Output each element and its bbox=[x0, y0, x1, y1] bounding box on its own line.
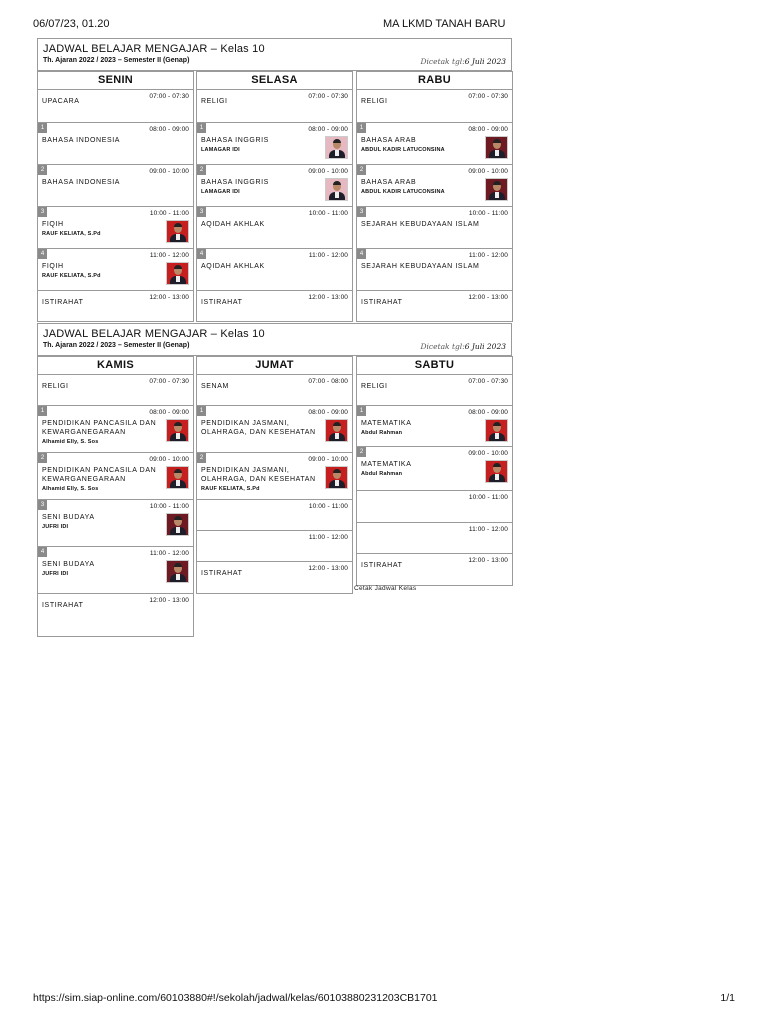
print-datetime: 06/07/23, 01.20 bbox=[33, 18, 110, 30]
slot-subject: PENDIDIKAN PANCASILA DAN KEWARGANEGARAAN bbox=[42, 467, 157, 483]
schedule-slot bbox=[197, 90, 352, 123]
slot-time: 10:00 - 11:00 bbox=[468, 494, 508, 501]
schedule-slot bbox=[197, 291, 352, 321]
period-number-badge: 1 bbox=[357, 406, 366, 416]
slot-subject: UPACARA bbox=[42, 98, 80, 105]
schedule-slot bbox=[38, 249, 193, 291]
schedule-title: JADWAL BELAJAR MENGAJAR – Kelas 10 bbox=[43, 328, 265, 340]
slot-list bbox=[38, 375, 193, 636]
schedule-slot bbox=[197, 207, 352, 249]
slot-teacher: Abdul Rahman bbox=[361, 471, 403, 477]
slot-subject: ISTIRAHAT bbox=[361, 562, 403, 569]
period-number-badge: 1 bbox=[38, 406, 47, 416]
slot-teacher: LAMAGAR IDI bbox=[201, 147, 240, 153]
schedule-slot bbox=[357, 523, 512, 554]
academic-year: Th. Ajaran 2022 / 2023 – Semester II (Genap) bbox=[43, 57, 190, 64]
schedule-slot bbox=[357, 165, 512, 207]
period-number-badge: 3 bbox=[38, 207, 47, 217]
schedule-slot bbox=[357, 207, 512, 249]
day-name: SENIN bbox=[38, 72, 193, 90]
teacher-photo bbox=[485, 419, 508, 442]
day-column-senin bbox=[37, 71, 194, 322]
slot-subject: ISTIRAHAT bbox=[42, 602, 84, 609]
schedule-slot bbox=[38, 594, 193, 636]
teacher-photo bbox=[325, 419, 348, 442]
period-number-badge: 4 bbox=[357, 249, 366, 259]
period-number-badge: 2 bbox=[357, 447, 366, 457]
slot-time: 08:00 - 09:00 bbox=[149, 409, 189, 416]
slot-subject: MATEMATIKA bbox=[361, 420, 412, 427]
slot-list bbox=[38, 90, 193, 321]
day-column-rabu bbox=[356, 71, 513, 322]
schedule-slot bbox=[38, 406, 193, 453]
slot-subject: BAHASA INGGRIS bbox=[201, 137, 269, 144]
slot-time: 07:00 - 08:00 bbox=[308, 378, 348, 385]
schedule-slot bbox=[38, 123, 193, 165]
slot-time: 12:00 - 13:00 bbox=[468, 294, 508, 301]
slot-subject: BAHASA INDONESIA bbox=[42, 137, 121, 144]
teacher-photo bbox=[166, 466, 189, 489]
slot-time: 10:00 - 11:00 bbox=[308, 210, 348, 217]
slot-teacher: Alhamid Elly, S. Sos bbox=[42, 439, 99, 445]
slot-time: 09:00 - 10:00 bbox=[308, 456, 348, 463]
period-number-badge: 3 bbox=[197, 207, 206, 217]
schedule-slot bbox=[38, 291, 193, 321]
slot-subject: ISTIRAHAT bbox=[42, 299, 84, 306]
slot-list bbox=[357, 90, 512, 321]
slot-time: 10:00 - 11:00 bbox=[468, 210, 508, 217]
schedule-title: JADWAL BELAJAR MENGAJAR – Kelas 10 bbox=[43, 43, 265, 55]
schedule-header-2 bbox=[37, 323, 512, 356]
period-number-badge: 2 bbox=[197, 453, 206, 463]
slot-subject: SENI BUDAYA bbox=[42, 514, 95, 521]
slot-time: 10:00 - 11:00 bbox=[149, 210, 189, 217]
print-header bbox=[33, 18, 733, 32]
schedule-slot bbox=[197, 453, 352, 500]
slot-time: 09:00 - 10:00 bbox=[468, 450, 508, 457]
slot-time: 11:00 - 12:00 bbox=[468, 252, 508, 259]
slot-list bbox=[357, 375, 512, 585]
slot-subject: RELIGI bbox=[201, 98, 228, 105]
period-number-badge: 4 bbox=[38, 249, 47, 259]
slot-time: 09:00 - 10:00 bbox=[308, 168, 348, 175]
day-name: SABTU bbox=[357, 357, 512, 375]
schedule-slot bbox=[197, 375, 352, 406]
teacher-photo bbox=[325, 466, 348, 489]
slot-subject: SENI BUDAYA bbox=[42, 561, 95, 568]
schedule-slot bbox=[38, 375, 193, 406]
day-name: RABU bbox=[357, 72, 512, 90]
period-number-badge: 3 bbox=[357, 207, 366, 217]
slot-subject: ISTIRAHAT bbox=[201, 299, 243, 306]
teacher-photo bbox=[485, 178, 508, 201]
slot-subject: RELIGI bbox=[361, 383, 388, 390]
slot-teacher: JUFRI IDI bbox=[42, 524, 69, 530]
period-number-badge: 1 bbox=[197, 406, 206, 416]
slot-subject: BAHASA INDONESIA bbox=[42, 179, 121, 186]
slot-time: 09:00 - 10:00 bbox=[468, 168, 508, 175]
day-name: KAMIS bbox=[38, 357, 193, 375]
schedule-slot bbox=[197, 562, 352, 593]
slot-time: 08:00 - 09:00 bbox=[468, 409, 508, 416]
schedule-slot bbox=[357, 554, 512, 585]
teacher-photo bbox=[166, 560, 189, 583]
schedule-slot bbox=[357, 123, 512, 165]
slot-time: 10:00 - 11:00 bbox=[149, 503, 189, 510]
slot-time: 08:00 - 09:00 bbox=[149, 126, 189, 133]
schedule-slot bbox=[38, 453, 193, 500]
schedule-slot bbox=[197, 165, 352, 207]
schedule-slot bbox=[38, 500, 193, 547]
slot-subject: SEJARAH KEBUDAYAAN ISLAM bbox=[361, 221, 480, 228]
slot-time: 11:00 - 12:00 bbox=[149, 252, 189, 259]
slot-subject: BAHASA ARAB bbox=[361, 137, 417, 144]
slot-list bbox=[197, 375, 352, 593]
teacher-photo bbox=[325, 178, 348, 201]
slot-subject: SEJARAH KEBUDAYAAN ISLAM bbox=[361, 263, 480, 270]
schedule-slot bbox=[357, 375, 512, 406]
teacher-photo bbox=[166, 513, 189, 536]
schedule-slot bbox=[357, 406, 512, 447]
slot-time: 07:00 - 07:30 bbox=[468, 93, 508, 100]
page-number: 1/1 bbox=[720, 992, 735, 1004]
period-number-badge: 1 bbox=[38, 123, 47, 133]
schedule-slot bbox=[357, 90, 512, 123]
slot-time: 07:00 - 07:30 bbox=[149, 378, 189, 385]
slot-teacher: Abdul Rahman bbox=[361, 430, 403, 436]
slot-subject: PENDIDIKAN PANCASILA DAN KEWARGANEGARAAN bbox=[42, 420, 157, 436]
schedule-slot bbox=[357, 249, 512, 291]
schedule-slot bbox=[197, 500, 352, 531]
period-number-badge: 1 bbox=[197, 123, 206, 133]
slot-subject: RELIGI bbox=[361, 98, 388, 105]
period-number-badge: 2 bbox=[38, 165, 47, 175]
slot-teacher: RAUF KELIATA, S.Pd bbox=[201, 486, 260, 492]
slot-time: 10:00 - 11:00 bbox=[308, 503, 348, 510]
period-number-badge: 4 bbox=[38, 547, 47, 557]
slot-subject: SENAM bbox=[201, 383, 229, 390]
period-number-badge: 2 bbox=[197, 165, 206, 175]
period-number-badge: 1 bbox=[357, 123, 366, 133]
slot-time: 12:00 - 13:00 bbox=[308, 565, 348, 572]
day-column-kamis bbox=[37, 356, 194, 637]
teacher-photo bbox=[166, 419, 189, 442]
print-schedule-link[interactable]: Cetak Jadwal Kelas bbox=[354, 585, 417, 592]
slot-teacher: LAMAGAR IDI bbox=[201, 189, 240, 195]
slot-subject: ISTIRAHAT bbox=[201, 570, 243, 577]
slot-subject: RELIGI bbox=[42, 383, 69, 390]
day-column-selasa bbox=[196, 71, 353, 322]
schedule-slot bbox=[197, 249, 352, 291]
slot-time: 12:00 - 13:00 bbox=[468, 557, 508, 564]
slot-time: 11:00 - 12:00 bbox=[308, 534, 348, 541]
slot-time: 08:00 - 09:00 bbox=[468, 126, 508, 133]
teacher-photo bbox=[485, 460, 508, 483]
slot-teacher: ABDUL KADIR LATUCONSINA bbox=[361, 189, 445, 195]
slot-time: 08:00 - 09:00 bbox=[308, 409, 348, 416]
slot-subject: AQIDAH AKHLAK bbox=[201, 263, 265, 270]
teacher-photo bbox=[166, 262, 189, 285]
period-number-badge: 2 bbox=[357, 165, 366, 175]
slot-subject: BAHASA INGGRIS bbox=[201, 179, 269, 186]
schedule-slot bbox=[357, 291, 512, 321]
period-number-badge: 2 bbox=[38, 453, 47, 463]
day-column-sabtu bbox=[356, 356, 513, 586]
schedule-slot bbox=[357, 447, 512, 491]
schedule-slot bbox=[38, 207, 193, 249]
slot-time: 09:00 - 10:00 bbox=[149, 456, 189, 463]
slot-subject: PENDIDIKAN JASMANI, OLAHRAGA, DAN KESEHATAN bbox=[201, 467, 316, 483]
printed-date: Dicetak tgl:6 Juli 2023 bbox=[420, 57, 506, 66]
slot-subject: ISTIRAHAT bbox=[361, 299, 403, 306]
slot-subject: FIQIH bbox=[42, 263, 64, 270]
teacher-photo bbox=[166, 220, 189, 243]
schedule-slot bbox=[38, 165, 193, 207]
slot-teacher: JUFRI IDI bbox=[42, 571, 69, 577]
slot-subject: AQIDAH AKHLAK bbox=[201, 221, 265, 228]
period-number-badge: 4 bbox=[197, 249, 206, 259]
page-url: https://sim.siap-online.com/60103880#!/sekolah/jadwal/kelas/60103880231203CB1701 bbox=[33, 992, 438, 1004]
slot-time: 07:00 - 07:30 bbox=[308, 93, 348, 100]
day-name: JUMAT bbox=[197, 357, 352, 375]
print-footer bbox=[33, 992, 735, 1006]
slot-subject: BAHASA ARAB bbox=[361, 179, 417, 186]
slot-teacher: RAUF KELIATA, S.Pd bbox=[42, 273, 101, 279]
slot-time: 07:00 - 07:30 bbox=[149, 93, 189, 100]
slot-teacher: RAUF KELIATA, S.Pd bbox=[42, 231, 101, 237]
schedule-slot bbox=[197, 406, 352, 453]
academic-year: Th. Ajaran 2022 / 2023 – Semester II (Genap) bbox=[43, 342, 190, 349]
day-name: SELASA bbox=[197, 72, 352, 90]
schedule-header-1 bbox=[37, 38, 512, 71]
slot-subject: MATEMATIKA bbox=[361, 461, 412, 468]
schedule-slot bbox=[197, 123, 352, 165]
print-page-title: MA LKMD TANAH BARU bbox=[383, 18, 506, 30]
teacher-photo bbox=[325, 136, 348, 159]
slot-time: 12:00 - 13:00 bbox=[308, 294, 348, 301]
slot-list bbox=[197, 90, 352, 321]
printed-date: Dicetak tgl:6 Juli 2023 bbox=[420, 342, 506, 351]
slot-time: 07:00 - 07:30 bbox=[468, 378, 508, 385]
period-number-badge: 3 bbox=[38, 500, 47, 510]
slot-time: 12:00 - 13:00 bbox=[149, 597, 189, 604]
day-column-jumat bbox=[196, 356, 353, 594]
schedule-slot bbox=[38, 547, 193, 594]
schedule-slot bbox=[357, 491, 512, 523]
schedule-slot bbox=[38, 90, 193, 123]
slot-time: 08:00 - 09:00 bbox=[308, 126, 348, 133]
slot-time: 12:00 - 13:00 bbox=[149, 294, 189, 301]
slot-subject: PENDIDIKAN JASMANI, OLAHRAGA, DAN KESEHATAN bbox=[201, 420, 316, 436]
slot-subject: FIQIH bbox=[42, 221, 64, 228]
teacher-photo bbox=[485, 136, 508, 159]
slot-teacher: ABDUL KADIR LATUCONSINA bbox=[361, 147, 445, 153]
slot-teacher: Alhamid Elly, S. Sos bbox=[42, 486, 99, 492]
schedule-slot bbox=[197, 531, 352, 562]
slot-time: 11:00 - 12:00 bbox=[468, 526, 508, 533]
slot-time: 11:00 - 12:00 bbox=[149, 550, 189, 557]
slot-time: 11:00 - 12:00 bbox=[308, 252, 348, 259]
slot-time: 09:00 - 10:00 bbox=[149, 168, 189, 175]
